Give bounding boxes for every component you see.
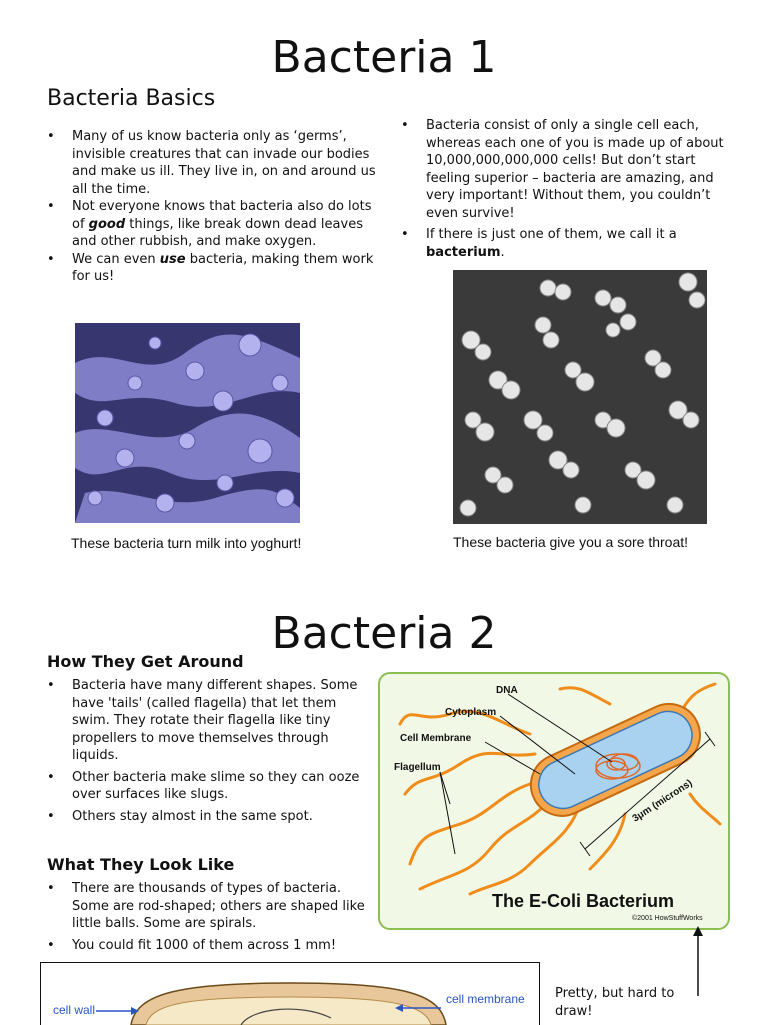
list-item: • If there is just one of them, we call it a bacterium. bbox=[397, 226, 735, 261]
label-cell-membrane-2: cell membrane bbox=[446, 993, 525, 1006]
get-around-bullet-list bbox=[43, 677, 373, 829]
label-dna: DNA bbox=[496, 685, 518, 696]
right-bullet-list bbox=[397, 117, 735, 265]
left-bullet-list bbox=[43, 128, 381, 286]
look-like-bullet-list bbox=[43, 880, 373, 958]
list-item: • Bacteria have many different shapes. Some have 'tails' (called flagella) that let them swim. They rotate their flagella like tiny propellers to move themselves through liquids. bbox=[43, 677, 373, 765]
caption-yoghurt: These bacteria turn milk into yoghurt! bbox=[71, 535, 302, 551]
cell-diagram bbox=[40, 962, 540, 1025]
heading-how-they-get-around: How They Get Around bbox=[47, 652, 244, 671]
ecoli-diagram bbox=[378, 672, 730, 930]
page-title-bacteria-2: Bacteria 2 bbox=[271, 608, 497, 659]
heading-what-they-look-like: What They Look Like bbox=[47, 855, 235, 874]
list-item: • Other bacteria make slime so they can ooze over surfaces like slugs. bbox=[43, 769, 373, 804]
sore-throat-bacteria-photo bbox=[453, 270, 707, 524]
label-cytoplasm: Cytoplasm bbox=[445, 707, 497, 718]
label-cell-wall: cell wall bbox=[53, 1003, 96, 1017]
list-item: • There are thousands of types of bacteria. Some are rod-shaped; others are shaped like little balls. Some are spirals. bbox=[43, 880, 373, 933]
diagram-title: The E-Coli Bacterium bbox=[492, 891, 675, 911]
label-size: 3μm (microns) bbox=[630, 777, 695, 825]
list-item: • Not everyone knows that bacteria also do lots of good things, like break down dead leaves and other rubbish, and make oxygen. bbox=[43, 198, 381, 251]
list-item: • We can even use bacteria, making them work for us! bbox=[43, 251, 381, 286]
heading-bacteria-basics: Bacteria Basics bbox=[47, 86, 216, 111]
diagram-credit: ©2001 HowStuffWorks bbox=[632, 915, 703, 922]
list-item: • Others stay almost in the same spot. bbox=[43, 808, 373, 826]
list-item: • Many of us know bacteria only as ‘germs’, invisible creatures that can invade our bodies and make us ill. They live in, on and around us all the time. bbox=[43, 128, 381, 198]
list-item: • Bacteria consist of only a single cell each, whereas each one of you is made up of about 10,000,000,000,000 cells! But don’t start feeling superior – bacteria are amazing, and very important! Without them, you couldn’t even survive! bbox=[397, 117, 735, 222]
note-hard-to-draw: Pretty, but hard to draw! bbox=[555, 986, 675, 1019]
yoghurt-bacteria-photo bbox=[75, 323, 300, 523]
label-cell-membrane: Cell Membrane bbox=[400, 733, 472, 744]
page-title-bacteria-1: Bacteria 1 bbox=[271, 32, 497, 83]
list-item: • You could fit 1000 of them across 1 mm! bbox=[43, 937, 373, 955]
caption-sore-throat: These bacteria give you a sore throat! bbox=[453, 534, 689, 550]
label-flagellum: Flagellum bbox=[394, 762, 441, 773]
